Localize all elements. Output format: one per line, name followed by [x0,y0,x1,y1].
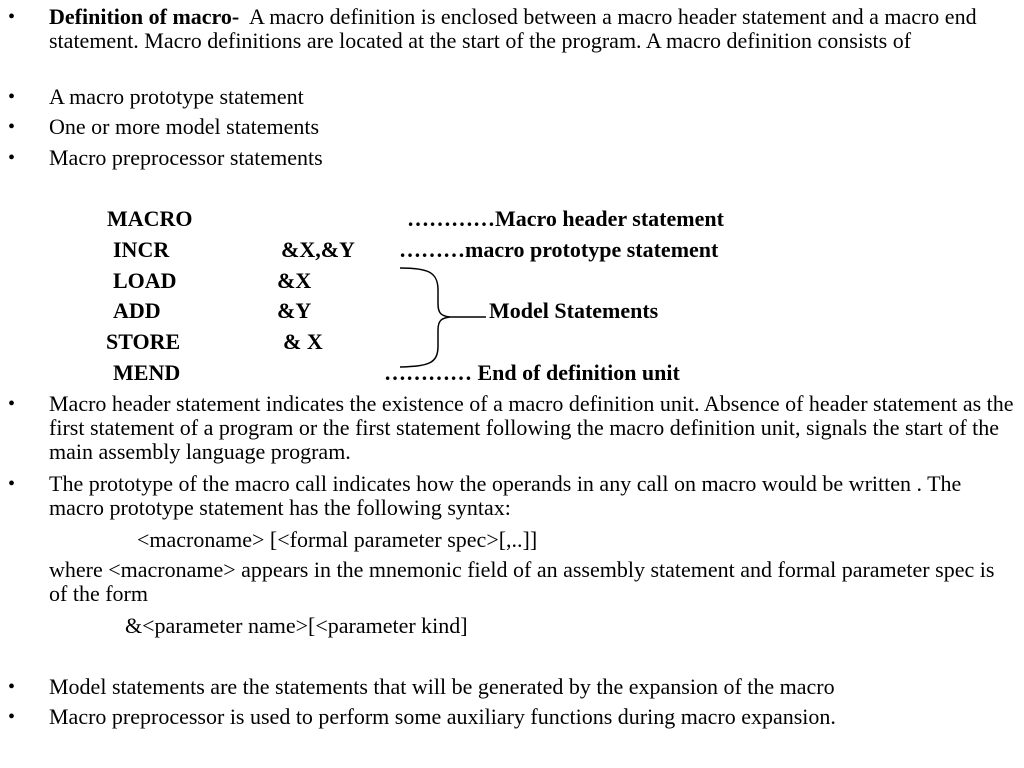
model-statements-paragraph: Model statements are the statements that will be generated by the expansion of the macro [49,674,835,699]
code-annotation: ………… End of definition unit [384,360,680,385]
where-paragraph: where <macroname> appears in the mnemonic field of an assembly statement and formal parameter spec is of the form [49,557,995,606]
bullet-marker: • [8,147,16,169]
bullet-marker: • [8,473,16,495]
code-annotation: ………macro prototype statement [399,237,719,262]
preprocessor-paragraph: Macro preprocessor is used to perform some auxiliary functions during macro expansion. [49,704,836,729]
code-op: MEND [113,360,181,385]
code-operand: & X [283,329,323,354]
bullet-marker: • [8,6,16,28]
code-op: MACRO [107,206,193,231]
component-item-model: One or more model statements [49,114,320,139]
code-operand: &X [277,268,312,293]
component-item-preprocessor: Macro preprocessor statements [49,145,323,170]
bullet-marker: • [8,393,16,415]
code-op: STORE [106,329,181,354]
code-op: LOAD [113,268,177,293]
bullet-marker: • [8,116,16,138]
brace-label: Model Statements [489,298,659,323]
intro-term: Definition of macro- [49,4,240,29]
prototype-syntax: <macroname> [<formal parameter spec>[,..]] [137,527,538,552]
intro-paragraph [49,5,1014,53]
code-operand: &X,&Y [281,237,355,262]
bullet-marker: • [8,676,16,698]
intro-text: A macro definition is enclosed between a macro header statement and a macro end statement. Macro definitions are located at the start of the program. A macro definition consists of [49,4,977,53]
code-op: INCR [113,237,170,262]
bullet-marker: • [8,706,16,728]
header-statement-paragraph: Macro header statement indicates the existence of a macro definition unit. Absence of header statement as the first statement of a program or the first statement following the macro definition unit, signals the start of the main assembly language program. [49,391,1014,464]
parameter-form: &<parameter name>[<parameter kind] [125,613,468,638]
model-statements-brace [398,266,488,370]
prototype-paragraph: The prototype of the macro call indicates how the operands in any call on macro would be written . The macro prototype statement has the following syntax: [49,471,962,520]
code-annotation: …………Macro header statement [407,206,724,231]
code-op: ADD [113,298,161,323]
code-operand: &Y [277,298,312,323]
component-item-prototype: A macro prototype statement [49,84,304,109]
bullet-marker: • [8,86,16,108]
